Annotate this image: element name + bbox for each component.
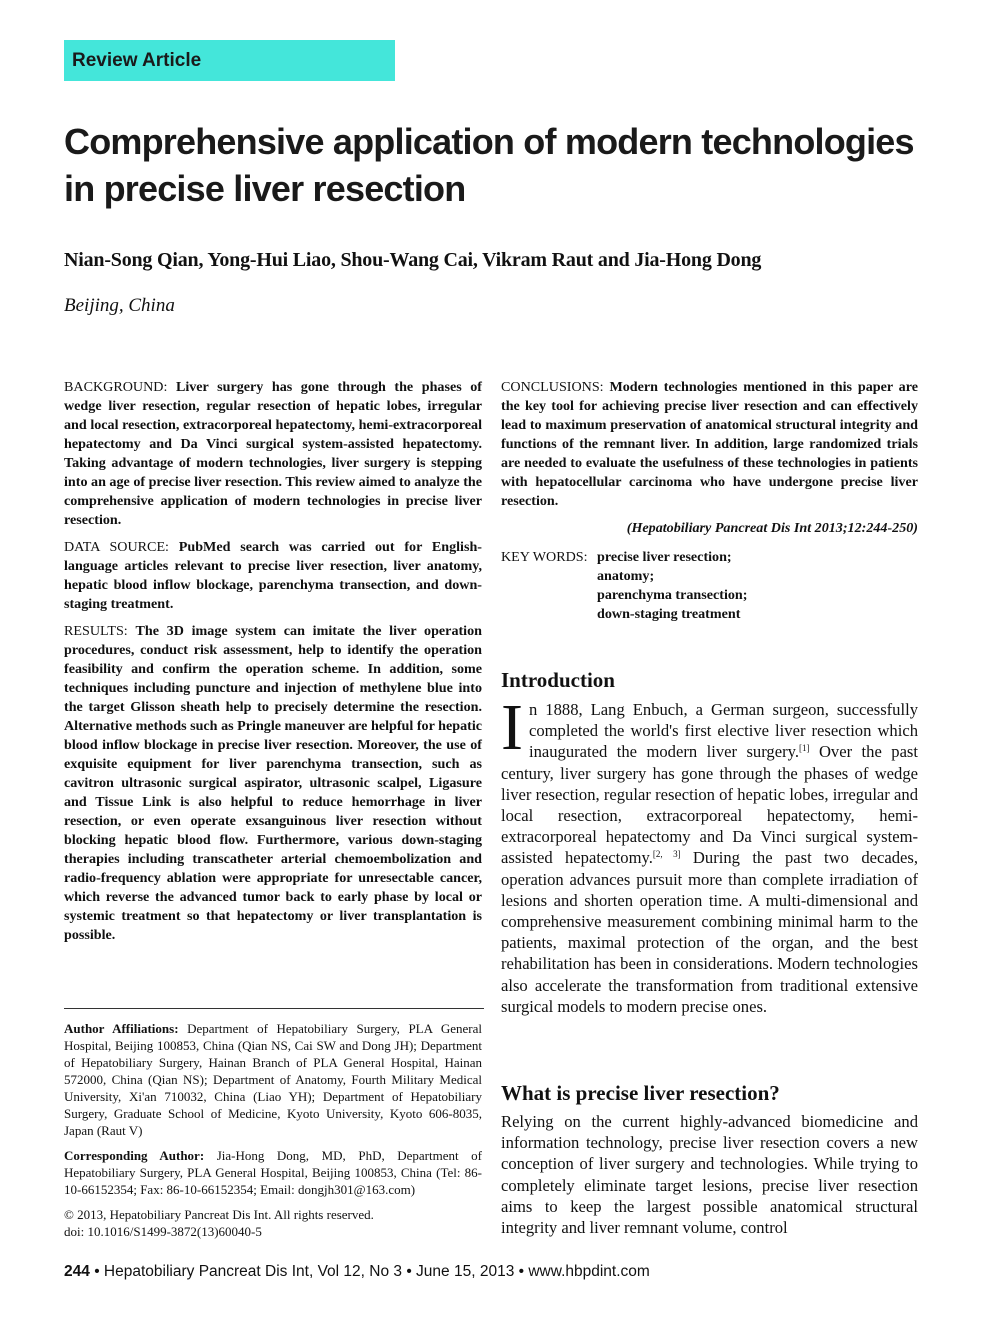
intro-text-3: During the past two decades, operation advances pursuit more than complete irradiation of lesions and shorten operation time. A multi-dimensional and comprehensive measurement combining minimal harm to the patients, maximal protection of the organ, and the best rehabilitation has been in considerations. Modern technologies also accelerate the transformation from traditional extensive surgical models to modern precise ones. (501, 848, 918, 1016)
data-source-label: DATA SOURCE: (64, 539, 169, 555)
affiliations-label: Author Affiliations: (64, 1021, 179, 1036)
keywords-list (597, 548, 747, 624)
doi: doi: 10.1016/S1499-3872(13)60040-5 (64, 1224, 262, 1239)
abstract-left-column (64, 378, 482, 953)
keyword-item: anatomy; (597, 568, 655, 584)
keyword-item: parenchyma transection; (597, 587, 748, 603)
affiliations-text: Department of Hepatobiliary Surgery, PLA General Hospital, Beijing 100853, China (Qian NS, Cai SW and Dong JH); Department of Hepatobiliary Surgery, Hainan Branch of PLA General Hospital, Hainan 572000, China (Qian NS); Department of Anatomy, Fourth Military Medical University, Xi'an 710032, China (Liao YH); Department of Hepatobiliary Surgery, Graduate School of Medicine, Kyoto University, Kyoto 606-8035, Japan (Raut V) (64, 1021, 483, 1138)
intro-text-1: n 1888, Lang Enbuch, a German surgeon, successfully completed the world's first elective liver resection which inaugurated the modern liver surgery. (528, 700, 918, 762)
results-label: RESULTS: (64, 623, 128, 639)
background-label: BACKGROUND: (64, 379, 168, 395)
author-location: Beijing, China (64, 295, 175, 316)
abstract-right-column (501, 378, 918, 624)
introduction-body (501, 691, 919, 1017)
conclusions-text: Modern technologies mentioned in this paper are the key tool for achieving precise liver resection and can effectively lead to maximum preservation of anatomical structural integrity and functions of the remnant liver. In addition, large randomized trials are needed to evaluate the usefulness of these technologies in patients with hepatocellular carcinoma who have undergone precise liver resection. (501, 379, 918, 509)
abstract-data-source (64, 538, 482, 614)
author-list: Nian-Song Qian, Yong-Hui Liao, Shou-Wang Cai, Vikram Raut and Jia-Hong Dong (64, 249, 762, 271)
abstract-conclusions (501, 378, 918, 511)
article-title: Comprehensive application of modern technologies in precise liver resection (64, 121, 914, 209)
journal-footer-text: • Hepatobiliary Pancreat Dis Int, Vol 12, No 3 • June 15, 2013 • www.hbpdint.com (94, 1263, 650, 1280)
background-text: Liver surgery has gone through the phases of wedge liver resection, regular resection of hepatic lobes, irregular and local resection, extracorporeal hepatectomy, hemi-extracorporeal hepatectomy and Da Vinci surgical system-assisted hepatectomy. Taking advantage of modern technologies, liver surgery is stepping into an age of precise liver resection. This review aimed to analyze the comprehensive application of modern technologies in precise liver resection. (64, 379, 482, 528)
keywords-label: KEY WORDS: (501, 549, 588, 565)
copyright-notice: © 2013, Hepatobiliary Pancreat Dis Int. All rights reserved. (64, 1207, 374, 1222)
page-number: 244 (64, 1263, 90, 1280)
abstract-background (64, 378, 482, 530)
conclusions-label: CONCLUSIONS: (501, 379, 604, 395)
keyword-item: precise liver resection; (597, 549, 732, 565)
precise-resection-body: Relying on the current highly-advanced biomedicine and information technology, precise liver resection covers a new conception of liver surgery and technologies. While trying to completely eliminate target lesions, precise liver resection aims to keep the largest possible anatomical structural integrity and liver remnant volume, control (501, 1112, 918, 1238)
author-affiliations (64, 1020, 482, 1139)
results-text: The 3D image system can imitate the liver operation procedures, conduct risk assessment, help to identify the operation feasibility and confirm the operation scheme. In addition, some techniques including puncture and injection of methylene blue into the target Glisson sheath help to precisely determine the resection. Alternative methods such as Pringle maneuver are helpful for hepatic blood inflow blockage in precise liver resection. Moreover, the use of exquisite equipment for liver parenchyma transection, such as cavitron ultrasonic surgical aspirator, ultrasonic scalpel, Ligasure and Tissue Link is also helpful to reduce hemorrhage in liver resection, or even operate exsanguinous liver resection without blocking hepatic blood flow. Furthermore, various down-staging therapies including transcatheter arterial chemoembolization and radio-frequency ablation were appropriate for unresectable cancer, which reverse the advanced tumor back to early phase by local or systemic treatment so that hepatectomy or liver transplantation is possible. (64, 623, 482, 943)
keywords (501, 548, 918, 624)
abstract-results (64, 622, 482, 945)
reference-link[interactable]: [2, 3] (652, 849, 681, 860)
precise-resection-heading: What is precise liver resection? (501, 1081, 780, 1105)
affiliations-block (64, 1020, 482, 1240)
page-footer (64, 1263, 944, 1281)
corresponding-text: Jia-Hong Dong, MD, PhD, Department of Hepatobiliary Surgery, PLA General Hospital, Beijing 100853, China (Tel: 86-10-66152354; Fax: 86-10-66152354; Email: dongjh301@163.com) (64, 1148, 482, 1197)
intro-text-2: Over the past century, liver surgery has gone through the phases of wedge liver resection, regular resection of hepatic lobes, irregular and local resection, extracorporeal hepatectomy, hemi-extracorporeal hepatectomy and Da Vinci surgical system-assisted hepatectomy. (501, 742, 919, 868)
data-source-text: PubMed search was carried out for English-language articles relevant to precise liver resection, liver anatomy, hepatic blood inflow blockage, parenchyma transection, and down-staging treatment. (64, 539, 482, 612)
article-type-badge: Review Article (64, 40, 395, 81)
keyword-item: down-staging treatment (597, 606, 741, 622)
reference-link[interactable]: [1] (799, 743, 810, 754)
introduction-heading: Introduction (501, 668, 615, 692)
journal-citation: (Hepatobiliary Pancreat Dis Int 2013;12:244-250) (626, 520, 918, 536)
footnote-divider (64, 1008, 484, 1009)
drop-cap: I (501, 691, 523, 764)
corresponding-author (64, 1147, 482, 1198)
corresponding-label: Corresponding Author: (64, 1148, 205, 1163)
